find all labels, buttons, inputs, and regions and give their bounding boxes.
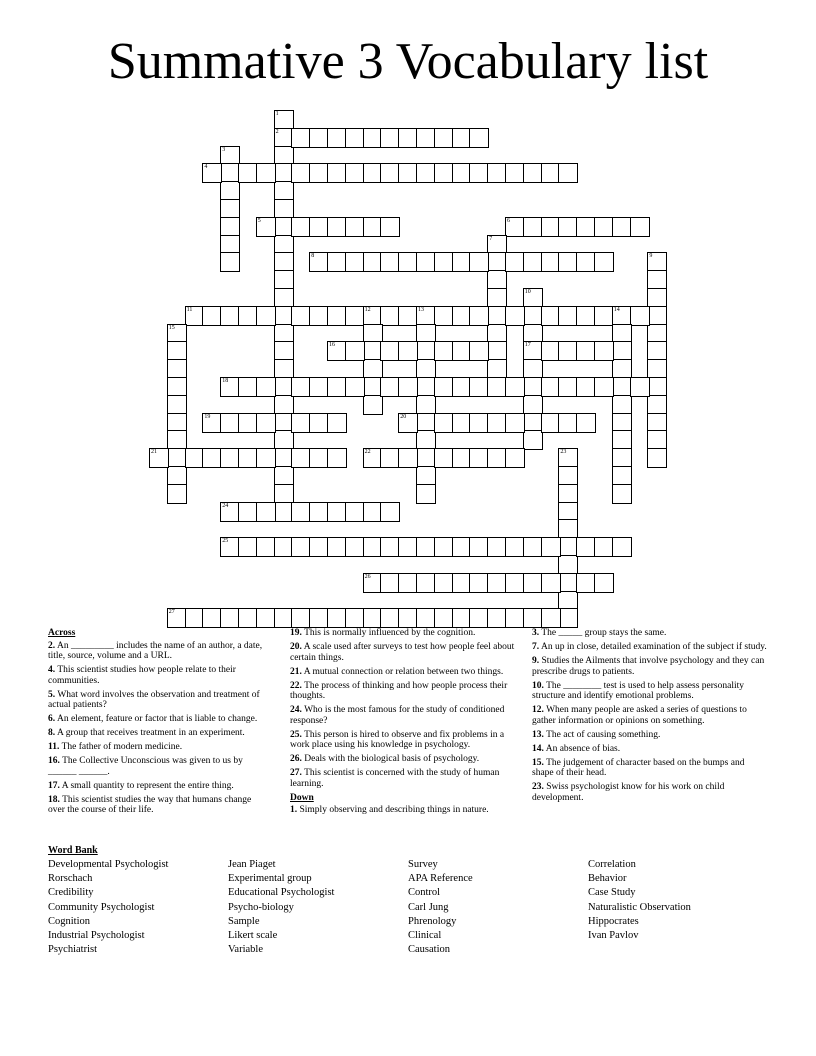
clue-text: The father of modern medicine. [61,742,183,753]
clue-item [290,768,515,789]
clue-text: The Collective Unconscious was given to us by ______ ______. [48,756,243,777]
cell-number: 14 [613,306,620,313]
clue-item [290,667,515,678]
clue-number: 5. [48,689,56,700]
grid-cell[interactable] [576,413,596,433]
grid-cell[interactable] [327,448,347,468]
clue-number: 2. [48,640,56,651]
clue-number: 6. [48,714,56,725]
cell-number: 11 [186,306,193,313]
clue-item [532,730,767,741]
grid-cell[interactable] [505,413,525,433]
clue-number: 11. [48,742,60,753]
clue-item [290,754,515,765]
clue-text: When many people are asked a series of questions to gather information or opinions on something. [532,705,747,726]
grid-cell[interactable] [327,413,347,433]
word-bank-item: Variable [228,944,263,956]
word-bank-item: Experimental group [228,873,312,885]
grid-cell[interactable] [558,163,578,183]
clue-item [48,795,270,816]
clue-number: 4. [48,665,56,676]
clue-text: This scientist studies how people relate to their communities. [48,665,236,686]
word-bank-item: Developmental Psychologist [48,859,169,870]
clue-number: 3. [532,628,540,638]
grid-cell[interactable] [398,448,418,468]
cell-number: 3 [222,146,226,153]
word-bank-item: Community Psychologist [48,901,155,913]
word-bank-item: APA Reference [408,873,473,885]
grid-cell[interactable] [416,484,436,504]
grid-cell[interactable] [558,608,578,628]
cell-number: 18 [222,378,229,384]
grid-cell[interactable] [398,341,418,361]
cell-number: 5 [257,217,261,224]
cell-number: 25 [222,538,229,545]
grid-cell[interactable] [469,341,489,361]
grid-cell[interactable] [256,413,276,433]
clue-item [532,744,767,755]
clue-number: 25. [290,729,302,740]
word-bank-item: Psychiatrist [48,944,97,956]
clue-text: A mutual connection or relation between two things. [303,666,504,677]
clue-text: Studies the Ailments that involve psychology and they can prescribe drugs to patients. [532,655,765,677]
clue-item [48,781,270,792]
word-bank-item: Likert scale [228,930,278,942]
clue-number: 9. [532,655,540,666]
clue-number: 1. [290,805,298,816]
clue-number: 20. [290,641,302,652]
word-bank-item: Hippocrates [588,915,639,927]
clue-number: 8. [48,728,56,739]
cell-number: 22 [364,449,371,456]
clue-number: 18. [48,794,60,805]
clue-text: An absence of bias. [545,743,621,754]
word-bank-item: Credibility [48,887,94,899]
grid-cell[interactable] [594,573,614,593]
word-bank-item: Psycho-biology [228,901,294,913]
grid-cell[interactable] [256,502,276,522]
grid-cell[interactable] [220,252,240,272]
word-bank-column [408,858,473,957]
grid-cell[interactable] [202,163,222,183]
clue-text: What word involves the observation and treatment of actual patients? [48,689,260,711]
grid-cell[interactable] [541,573,561,593]
cell-number: 7 [489,235,493,242]
word-bank-item: Survey [408,859,438,870]
grid-cell[interactable] [380,217,400,237]
clue-item [290,681,515,702]
clue-number: 17. [48,780,60,791]
clue-number: 12. [532,705,544,716]
grid-cell[interactable] [594,252,614,272]
cell-number: 23 [560,449,567,456]
clue-text: Swiss psychologist know for his work on child development. [532,782,725,803]
cell-number: 9 [649,253,653,260]
grid-cell[interactable] [523,430,543,450]
clue-number: 21. [290,666,302,677]
clue-text: A small quantity to represent the entire thing. [61,780,234,791]
cell-number: 13 [418,306,424,313]
word-bank-heading: Word Bank [48,845,98,856]
grid-cell[interactable] [630,306,650,326]
clue-text: The ________ test is used to help assess personality structure and identify emotional problems. [532,680,744,702]
clue-number: 14. [532,743,544,754]
grid-cell[interactable] [380,502,400,522]
word-bank-item: Correlation [588,859,636,870]
cell-number: 19 [204,413,211,420]
clue-item [290,628,515,639]
clue-item [532,681,767,702]
clue-item [48,742,270,753]
grid-cell[interactable] [647,448,667,468]
clue-column-3 [532,628,767,807]
clue-text: The _____ group stays the same. [541,628,667,638]
clue-text: A group that receives treatment in an experiment. [56,728,245,739]
clue-number: 15. [532,757,544,768]
grid-cell[interactable] [594,377,614,397]
grid-cell[interactable] [256,377,276,397]
word-bank-item: Educational Psychologist [228,887,335,899]
cell-number: 8 [311,253,315,260]
word-bank-item: Carl Jung [408,901,449,913]
clue-text: Deals with the biological basis of psychology. [304,754,480,765]
grid-cell[interactable] [256,163,276,183]
word-bank-item: Industrial Psychologist [48,930,145,942]
clue-text: This is normally influenced by the cognition. [304,628,476,638]
clue-text: Who is the most famous for the study of conditioned response? [290,705,505,726]
cell-number: 27 [168,609,175,616]
cell-number: 26 [364,573,371,580]
clue-item [532,642,767,653]
clue-text: This scientist studies the way that humans change over the course of their life. [48,794,252,816]
grid-cell[interactable] [345,377,365,397]
clue-item [48,641,270,662]
clue-item [290,805,515,816]
clue-item [290,642,515,663]
cell-number: 21 [151,449,157,456]
grid-cell[interactable] [612,537,632,557]
word-bank-item: Cognition [48,915,91,927]
grid-cell[interactable] [256,448,276,468]
grid-cell[interactable] [398,413,418,433]
clue-number: 10. [532,680,544,691]
clue-number: 13. [532,729,544,740]
clue-text: The act of causing something. [546,729,661,740]
clue-item [532,758,767,779]
word-bank-item: Behavior [588,873,627,885]
grid-cell[interactable] [167,484,187,504]
clue-column-2 [290,628,515,819]
clue-column-1 [48,628,270,819]
grid-cell[interactable] [505,306,525,326]
word-bank-item: Control [408,887,441,899]
grid-cell[interactable] [469,252,489,272]
clue-number: 7. [532,641,540,652]
word-bank-item: Clinical [408,930,442,942]
clue-text: This scientist is concerned with the study of human learning. [290,768,500,789]
clue-number: 26. [290,754,302,765]
cell-number: 1 [275,111,279,117]
down-heading: Down [290,792,314,803]
cell-number: 20 [400,413,407,420]
grid-cell[interactable] [541,537,561,557]
clue-item [48,665,270,686]
word-bank-item: Rorschach [48,873,93,885]
word-bank-column [48,858,168,957]
clue-number: 16. [48,756,60,767]
word-bank-item: Naturalistic Observation [588,901,691,913]
clue-number: 23. [532,782,544,793]
cell-number: 16 [329,342,335,349]
clue-text: An _________ includes the name of an author, a date, title, source, volume and a URL. [48,640,263,662]
cell-number: 15 [168,324,175,331]
clue-item [48,756,270,777]
grid-cell[interactable] [256,217,276,237]
word-bank-column [228,858,334,957]
clue-text: An up in close, detailed examination of the subject if study. [540,641,767,652]
grid-cell[interactable] [541,608,561,628]
cell-number: 2 [275,128,279,135]
grid-cell[interactable] [363,395,383,415]
clue-text: A scale used after surveys to test how people feel about certain things. [290,641,515,663]
clue-text: The process of thinking and how people process their thoughts. [290,680,508,702]
grid-cell[interactable] [256,306,276,326]
cell-number: 10 [524,289,531,295]
word-bank-column [588,858,691,943]
clue-item [48,690,270,711]
grid-cell[interactable] [505,377,525,397]
clue-text: This person is hired to observe and fix problems in a work place using his knowledge in psychology. [290,729,505,751]
across-heading: Across [48,628,76,638]
grid-cell[interactable] [469,306,489,326]
word-bank-item: Sample [228,915,260,927]
clue-item [48,728,270,739]
clue-item [532,782,767,803]
clue-item [532,656,767,677]
clue-item [532,705,767,726]
grid-cell[interactable] [398,377,418,397]
clue-item [532,628,767,639]
grid-cell[interactable] [505,448,525,468]
grid-cell[interactable] [345,341,365,361]
word-bank-item: Jean Piaget [228,859,276,870]
word-bank-item: Ivan Pavlov [588,930,639,942]
grid-cell[interactable] [594,341,614,361]
cell-number: 24 [222,502,229,509]
clue-item [48,714,270,725]
clue-number: 22. [290,680,302,691]
grid-cell[interactable] [469,128,489,148]
cell-number: 12 [364,306,371,313]
page-title: Summative 3 Vocabulary list [107,33,709,90]
grid-cell[interactable] [612,484,632,504]
word-bank-item: Causation [408,944,450,956]
word-bank-item: Phrenology [408,915,457,927]
clue-text: The judgement of character based on the bumps and shape of their head. [532,757,745,779]
cell-number: 17 [524,342,531,349]
grid-cell[interactable] [630,377,650,397]
clue-item [290,705,515,726]
grid-cell[interactable] [630,217,650,237]
cell-number: 6 [507,217,510,224]
clue-text: An element, feature or factor that is liable to change. [56,714,258,725]
grid-cell[interactable] [149,448,169,468]
clue-number: 27. [290,768,302,779]
clue-text: Simply observing and describing things in nature. [299,805,489,816]
word-bank-item: Case Study [588,887,636,899]
cell-number: 4 [204,164,208,171]
clue-number: 24. [290,705,302,716]
clue-number: 19. [290,628,302,638]
clue-item [290,730,515,751]
